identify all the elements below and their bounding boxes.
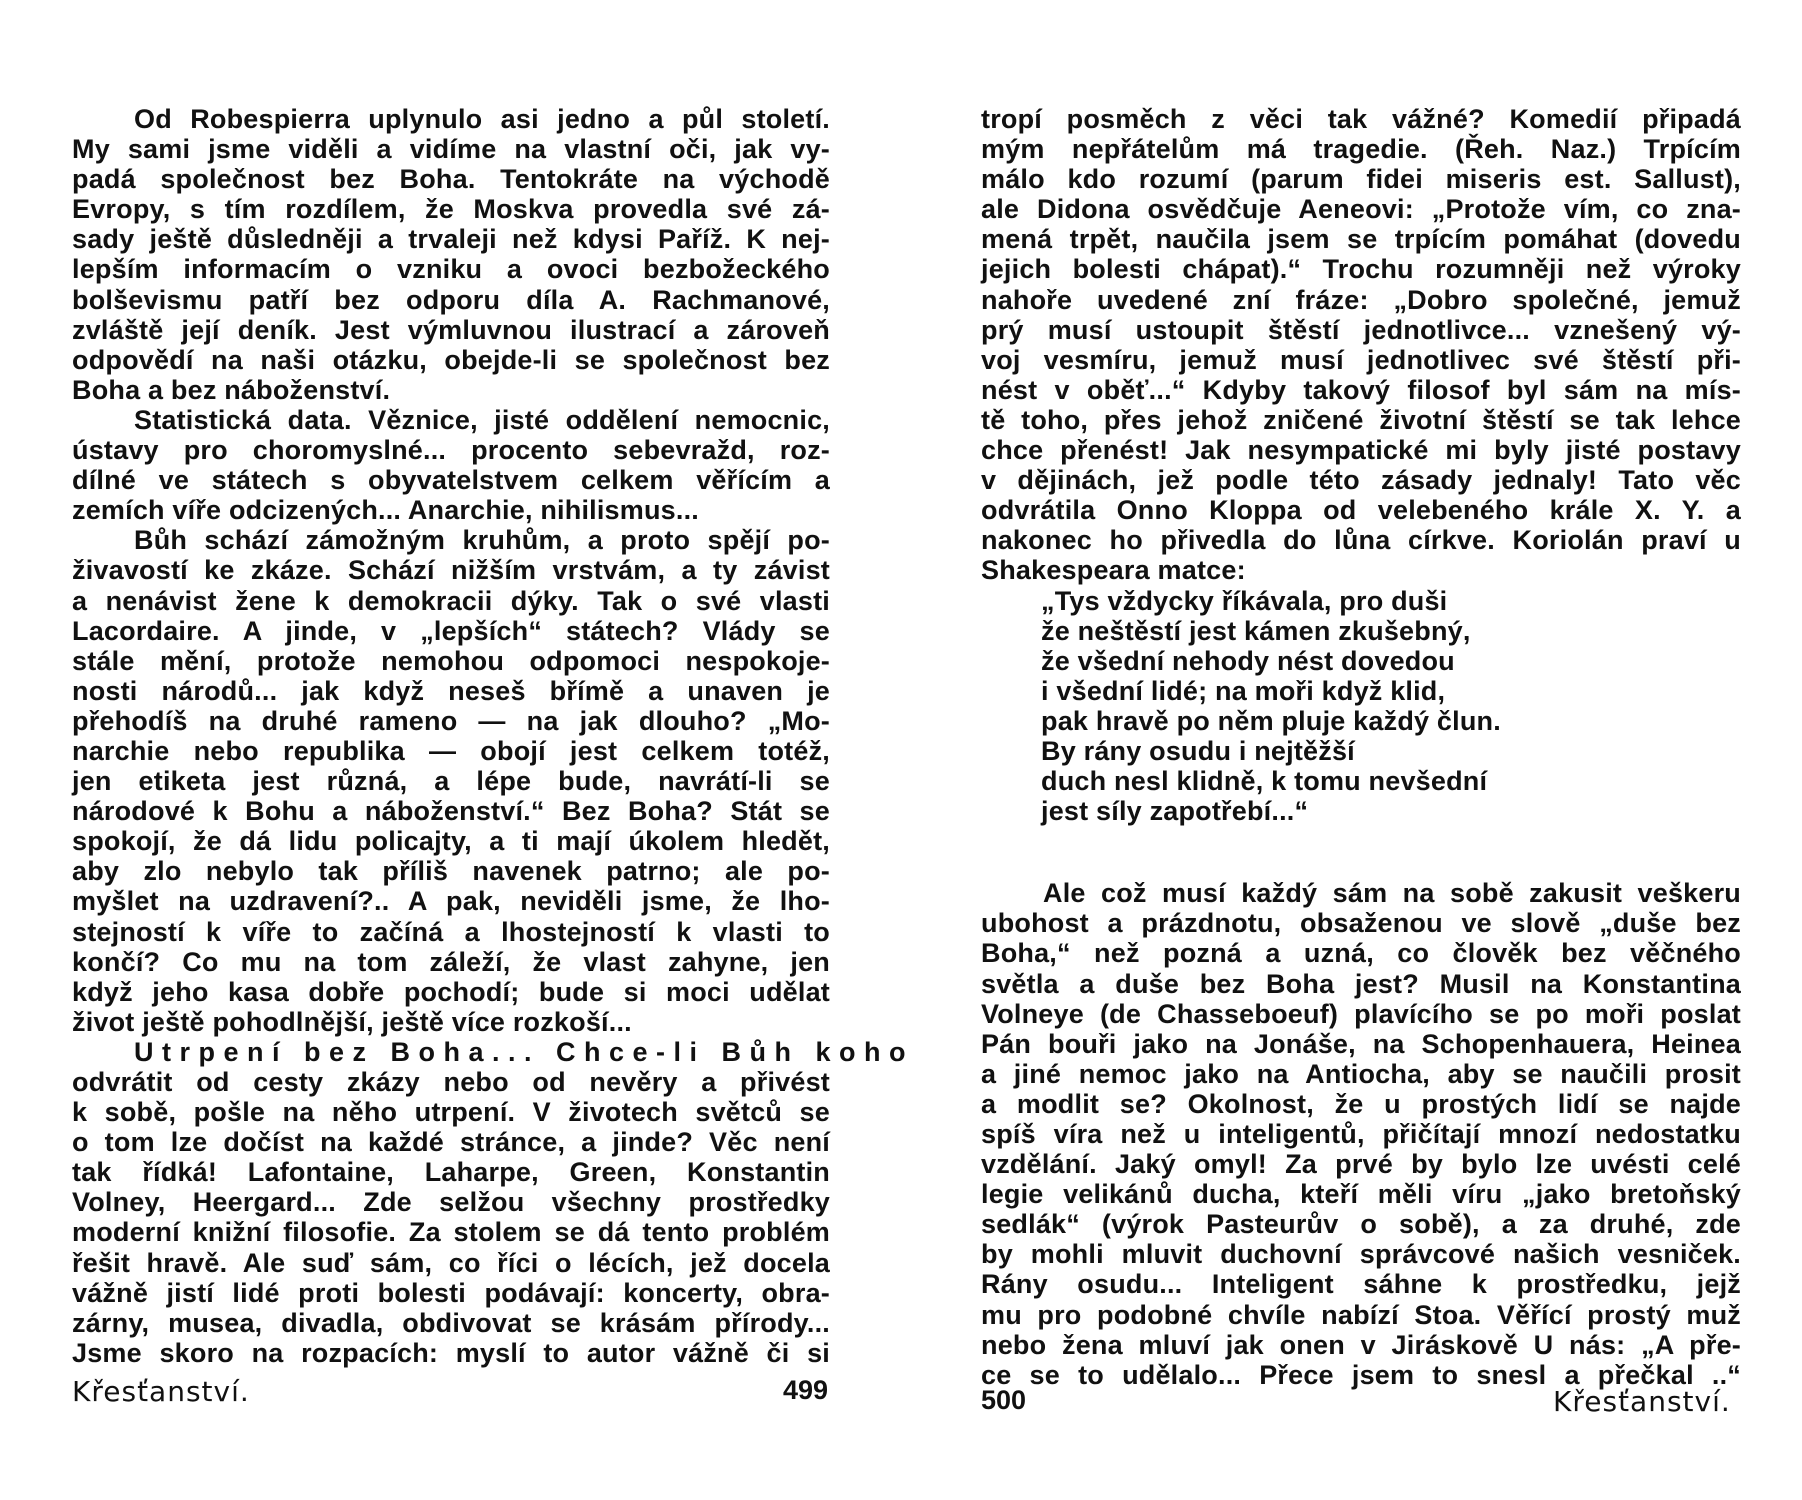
text-line: chce přenést! Jak nesympatické mi byly jisté postavy xyxy=(981,435,1741,466)
text-line: nakonec ho přivedla do lůna církve. Koriolán praví u xyxy=(981,525,1741,556)
paragraph-gap xyxy=(981,826,1741,878)
text-line: ústavy pro choromyslné... procento sebevražd, roz- xyxy=(72,435,830,466)
text-line: moderní knižní filosofie. Za stolem se dá tento problém xyxy=(72,1217,830,1248)
text-line: spokojí, že dá lidu policajty, a ti mají úkolem hledět, xyxy=(72,826,830,857)
text-line: ale Didona osvědčuje Aeneovi: „Protože vím, co zna- xyxy=(981,194,1741,225)
text-line: světla a duše bez Boha jest? Musil na Konstantina xyxy=(981,968,1741,999)
text-line: přehodíš na druhé rameno — na jak dlouho? „Mo- xyxy=(72,705,830,736)
text-line: a nenávist žene k demokracii dýky. Tak o své vlasti xyxy=(72,585,830,616)
verse-line: že neštěstí jest kámen zkušebný, xyxy=(1041,615,1471,646)
text-line: vzdělání. Jaký omyl! Za prvé by bylo lze uvésti celé xyxy=(981,1149,1741,1180)
text-line: spíš víra než u inteligentů, přičítají mnozí nedostatku xyxy=(981,1119,1741,1149)
verse-quote xyxy=(981,586,1741,827)
text-line: Utrpení bez Boha... Chce-li Bůh koho xyxy=(134,1036,915,1067)
page-number: 500 xyxy=(981,1385,1027,1415)
verse-line: „Tys vždycky říkávala, pro duši xyxy=(1041,585,1448,616)
left-page-text xyxy=(72,104,915,1368)
text-line: odvrátit od cesty zkázy nebo od nevěry a přivést xyxy=(72,1067,830,1097)
text-line: prý musí ustoupit štěstí jednotlivce... vznešený vý- xyxy=(981,314,1741,345)
verse-line: i všední lidé; na moři když klid, xyxy=(1041,675,1446,706)
verse-line: By rány osudu i nejtěžší xyxy=(1041,735,1355,766)
text-line: padá společnost bez Boha. Tentokráte na východě xyxy=(72,164,830,195)
text-line: ce se to udělalo... Přece jsem to snesl a přečkal ..“ xyxy=(981,1359,1741,1390)
text-line: mým nepřátelům má tragedie. (Řeh. Naz.) Trpícím xyxy=(981,134,1741,165)
verse-line: pak hravě po něm pluje každý člun. xyxy=(1041,705,1501,736)
text-line: Jsme skoro na rozpacích: myslí to autor vážně či si xyxy=(72,1337,830,1368)
text-line: Boha a bez náboženství. xyxy=(72,374,391,405)
text-line: a modlit se? Okolnost, že u prostých lidí se najde xyxy=(981,1088,1741,1119)
text-line: tě toho, přes jehož zničené životní štěstí se tak lehce xyxy=(981,404,1741,435)
text-line: stejností k víře to začíná a lhostejností k vlasti to xyxy=(72,916,830,947)
text-line: odvrátila Onno Kloppa od velebeného krále X. Y. a xyxy=(981,495,1741,526)
text-line: dílné ve státech s obyvatelstvem celkem věřícím a xyxy=(72,465,830,496)
text-line: vážně jistí lidé proti bolesti podávají: koncerty, obra- xyxy=(72,1277,830,1308)
text-line: ubohost a prázdnotu, obsaženou ve slově „duše bez xyxy=(981,908,1741,939)
text-line: narchie nebo republika — obojí jest celkem totéž, xyxy=(72,735,830,766)
text-line: Lacordaire. A jinde, v „lepších“ státech? Vlády se xyxy=(72,615,830,646)
text-line: končí? Co mu na tom záleží, že vlast zahyne, jen xyxy=(72,946,830,977)
text-line: a jiné nemoc jako na Antiocha, aby se naučili prosit xyxy=(981,1058,1741,1089)
text-line: voj vesmíru, jemuž musí jednotlivec své štěstí při- xyxy=(981,344,1741,375)
text-line: Od Robespierra uplynulo asi jedno a půl století. xyxy=(134,104,830,134)
text-line: život ještě pohodlnější, ještě více rozkoší... xyxy=(72,1006,632,1037)
text-line: myšlet na uzdravení?.. A pak, neviděli jsme, že lho- xyxy=(72,886,830,917)
text-line: zemích víře odcizených... Anarchie, nihilismus... xyxy=(72,495,699,526)
page-number: 499 xyxy=(783,1375,829,1405)
text-line: sedlák“ (výrok Pasteurův o sobě), a za druhé, zde xyxy=(981,1209,1741,1240)
text-line: k sobě, pošle na něho utrpení. V životech světců se xyxy=(72,1097,830,1128)
text-line: řešit hravě. Ale suď sám, co říci o lécích, jež docela xyxy=(72,1247,830,1278)
text-line: tak řídká! Lafontaine, Laharpe, Green, Konstantin xyxy=(72,1157,830,1188)
text-line: stále mění, protože nemohou odpomoci nespokoje- xyxy=(72,645,830,676)
text-line: o tom lze dočíst na každé stránce, a jinde? Věc není xyxy=(72,1127,830,1158)
text-line: mená trpět, naučila jsem se trpícím pomáhat (dovedu xyxy=(981,224,1741,255)
text-line: jejich bolesti chápat).“ Trochu rozumněji než výroky xyxy=(981,254,1741,285)
text-line: odpovědí na naši otázku, obejde-li se společnost bez xyxy=(72,344,830,375)
text-line: nosti národů... jak když neseš břímě a unaven je xyxy=(72,675,830,706)
text-line: Evropy, s tím rozdílem, že Moskva provedla své zá- xyxy=(72,194,830,225)
text-line: by mohli mluvit duchovní správcové našich vesniček. xyxy=(981,1239,1741,1270)
text-line: lepším informacím o vzniku a ovoci bezbožeckého xyxy=(72,254,830,285)
right-page-text xyxy=(981,104,1741,1390)
text-line: nést v oběť...“ Kdyby takový filosof byl sám na mís- xyxy=(981,374,1741,405)
verse-line: že všední nehody nést dovedou xyxy=(1041,645,1455,676)
text-line: Ale což musí každý sám na sobě zakusit veškeru xyxy=(1043,878,1741,909)
text-line: My sami jsme viděli a vidíme na vlastní oči, jak vy- xyxy=(72,134,830,165)
running-footer-title: Křesťanství. xyxy=(72,1375,250,1408)
text-line: národové k Bohu a náboženství.“ Bez Boha? Stát se xyxy=(72,796,830,827)
text-line: tropí posměch z věci tak vážné? Komedií připadá xyxy=(981,104,1741,134)
verse-line: duch nesl klidně, k tomu nevšední xyxy=(1041,766,1488,797)
text-line: nebo žena mluví jak onen v Jiráskově U nás: „A pře- xyxy=(981,1329,1741,1360)
text-line: aby zlo nebylo tak příliš navenek patrno; ale po- xyxy=(72,856,830,887)
text-line: Bůh schází zámožným kruhům, a proto spějí po- xyxy=(134,525,830,556)
text-line: Rány osudu... Inteligent sáhne k prostředku, jejž xyxy=(981,1269,1741,1300)
text-line: mu pro podobné chvíle nabízí Stoa. Věřící prostý muž xyxy=(981,1299,1741,1330)
text-line: legie velikánů ducha, kteří měli víru „jako bretoňský xyxy=(981,1179,1741,1210)
text-line: zvláště její deník. Jest výmluvnou ilustrací a zároveň xyxy=(72,314,830,345)
text-line: Boha,“ než pozná a uzná, co člověk bez věčného xyxy=(981,938,1741,969)
text-line: živavostí ke zkáze. Schází nižším vrstvám, a ty závist xyxy=(72,555,830,586)
text-line: sady ještě důsledněji a trvaleji než kdysi Paříž. K nej- xyxy=(72,224,830,255)
text-line: málo kdo rozumí (parum fidei miseris est. Sallust), xyxy=(981,164,1741,195)
text-line: jen etiketa jest různá, a lépe bude, navrátí-li se xyxy=(72,766,830,797)
text-line: bolševismu patří bez odporu díla A. Rachmanové, xyxy=(72,284,830,315)
text-line: zárny, musea, divadla, obdivovat se krásám přírody... xyxy=(72,1307,830,1338)
text-line: když jeho kasa dobře pochodí; bude si moci udělat xyxy=(72,976,830,1007)
text-line: nahoře uvedené zní fráze: „Dobro společné, jemuž xyxy=(981,284,1741,315)
running-footer-title: Křesťanství. xyxy=(1553,1385,1731,1418)
text-line: Volneye (de Chasseboeuf) plavícího se po moři poslat xyxy=(981,998,1741,1029)
text-line: v dějinách, jež podle této zásady jednaly! Tato věc xyxy=(981,465,1741,496)
text-line: Volney, Heergard... Zde selžou všechny prostředky xyxy=(72,1187,830,1218)
text-line: Pán bouři jako na Jonáše, na Schopenhauera, Heinea xyxy=(981,1028,1741,1059)
right-page xyxy=(901,0,1802,1500)
verse-line: jest síly zapotřebí...“ xyxy=(1041,796,1309,827)
text-line: Shakespeara matce: xyxy=(981,555,1246,586)
text-line: Statistická data. Věznice, jisté oddělení nemocnic, xyxy=(134,404,830,435)
